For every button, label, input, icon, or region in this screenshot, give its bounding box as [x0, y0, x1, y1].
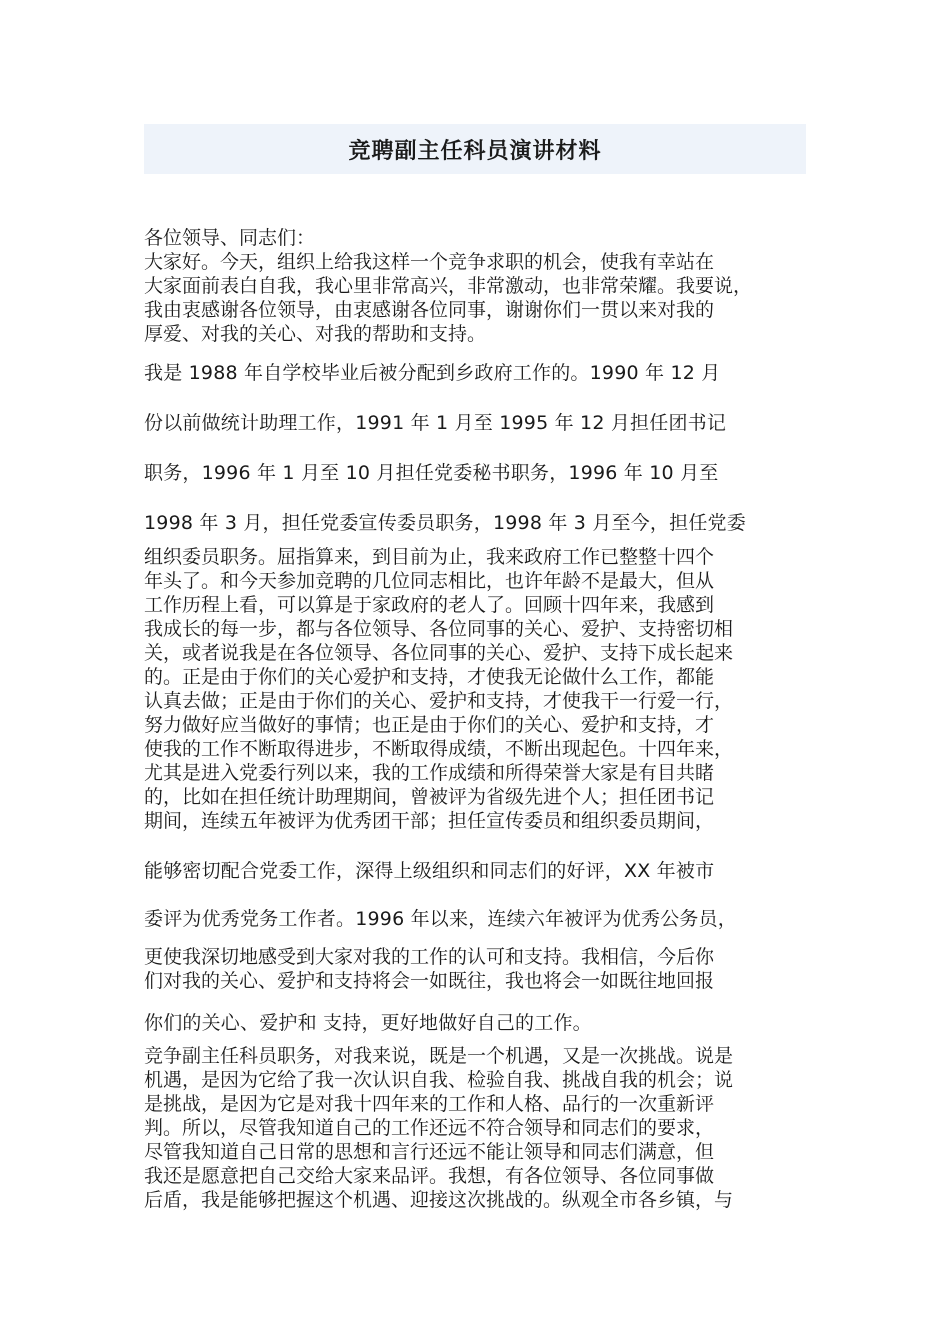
- title-banner: [144, 124, 806, 174]
- paragraph-line: 我由衷感谢各位领导，由衷感谢各位同事，谢谢你们一贯以来对我的: [144, 299, 715, 321]
- paragraph-line: 的，比如在担任统计助理期间，曾被评为省级先进个人；担任团书记: [144, 786, 715, 808]
- paragraph-line: 我还是愿意把自己交给大家来品评。我想，有各位领导、各位同事做: [144, 1165, 715, 1187]
- paragraph-line: 们对我的关心、爱护和支持将会一如既往，我也将会一如既往地回报: [144, 970, 715, 992]
- paragraph-line: 竞争副主任科员职务，对我来说，既是一个机遇，又是一次挑战。说是: [144, 1045, 734, 1067]
- paragraph-line: 委评为优秀党务工作者。1996 年以来，连续六年被评为优秀公务员，: [144, 908, 737, 930]
- paragraph-line: 1998 年 3 月，担任党委宣传委员职务，1998 年 3 月至今，担任党委: [144, 512, 746, 534]
- paragraph-line: 机遇，是因为它给了我一次认识自我、检验自我、挑战自我的机会；说: [144, 1069, 734, 1091]
- paragraph-line: 份以前做统计助理工作，1991 年 1 月至 1995 年 12 月担任团书记: [144, 412, 727, 434]
- paragraph-line: 大家好。今天，组织上给我这样一个竞争求职的机会，使我有幸站在: [144, 251, 715, 273]
- salutation: 各位领导、同志们：: [144, 227, 316, 249]
- paragraph-line: 关，或者说我是在各位领导、各位同事的关心、爱护、支持下成长起来: [144, 642, 734, 664]
- paragraph-line: 是挑战，是因为它是对我十四年来的工作和人格、品行的一次重新评: [144, 1093, 715, 1115]
- paragraph-line: 我成长的每一步，都与各位领导、各位同事的关心、爱护、支持密切相: [144, 618, 734, 640]
- paragraph-line: 组织委员职务。屈指算来，到目前为止，我来政府工作已整整十四个: [144, 546, 715, 568]
- paragraph-line: 使我的工作不断取得进步，不断取得成绩，不断出现起色。十四年来，: [144, 738, 734, 760]
- paragraph-line: 职务，1996 年 1 月至 10 月担任党委秘书职务，1996 年 10 月至: [144, 462, 719, 484]
- paragraph-line: 期间，连续五年被评为优秀团干部；担任宣传委员和组织委员期间，: [144, 810, 715, 832]
- paragraph-line: 后盾，我是能够把握这个机遇、迎接这次挑战的。纵观全市各乡镇，与: [144, 1189, 734, 1211]
- paragraph-line: 厚爱、对我的关心、对我的帮助和支持。: [144, 323, 487, 345]
- paragraph-line: 尤其是进入党委行列以来，我的工作成绩和所得荣誉大家是有目共睹: [144, 762, 715, 784]
- paragraph-line: 大家面前表白自我，我心里非常高兴，非常激动，也非常荣耀。我要说，: [144, 275, 753, 297]
- paragraph-line: 的。正是由于你们的关心爱护和支持，才使我无论做什么工作，都能: [144, 666, 715, 688]
- paragraph-line: 判。所以，尽管我知道自己的工作还远不符合领导和同志们的要求，: [144, 1117, 715, 1139]
- paragraph-three-block: [144, 1044, 809, 1212]
- paragraph-two-end: [144, 945, 809, 993]
- intro-block: [144, 226, 809, 346]
- paragraph-line: 你们的关心、爱护和 支持，更好地做好自己的工作。: [144, 1012, 592, 1034]
- paragraph-line: 我是 1988 年自学校毕业后被分配到乡政府工作的。1990 年 12 月: [144, 362, 721, 384]
- paragraph-line: 努力做好应当做好的事情；也正是由于你们的关心、爱护和支持，才: [144, 714, 715, 736]
- paragraph-line: 认真去做；正是由于你们的关心、爱护和支持，才使我干一行爱一行，: [144, 690, 734, 712]
- paragraph-two-block: [144, 545, 809, 833]
- document-title: 竞聘副主任科员演讲材料: [348, 137, 602, 164]
- paragraph-line: 能够密切配合党委工作，深得上级组织和同志们的好评，XX 年被市: [144, 860, 715, 882]
- paragraph-line: 尽管我知道自己日常的思想和言行还远不能让领导和同志们满意，但: [144, 1141, 715, 1163]
- paragraph-line: 年头了。和今天参加竞聘的几位同志相比，也许年龄不是最大，但从: [144, 570, 715, 592]
- paragraph-line: 工作历程上看，可以算是于家政府的老人了。回顾十四年来，我感到: [144, 594, 715, 616]
- paragraph-line: 更使我深切地感受到大家对我的工作的认可和支持。我相信，今后你: [144, 946, 715, 968]
